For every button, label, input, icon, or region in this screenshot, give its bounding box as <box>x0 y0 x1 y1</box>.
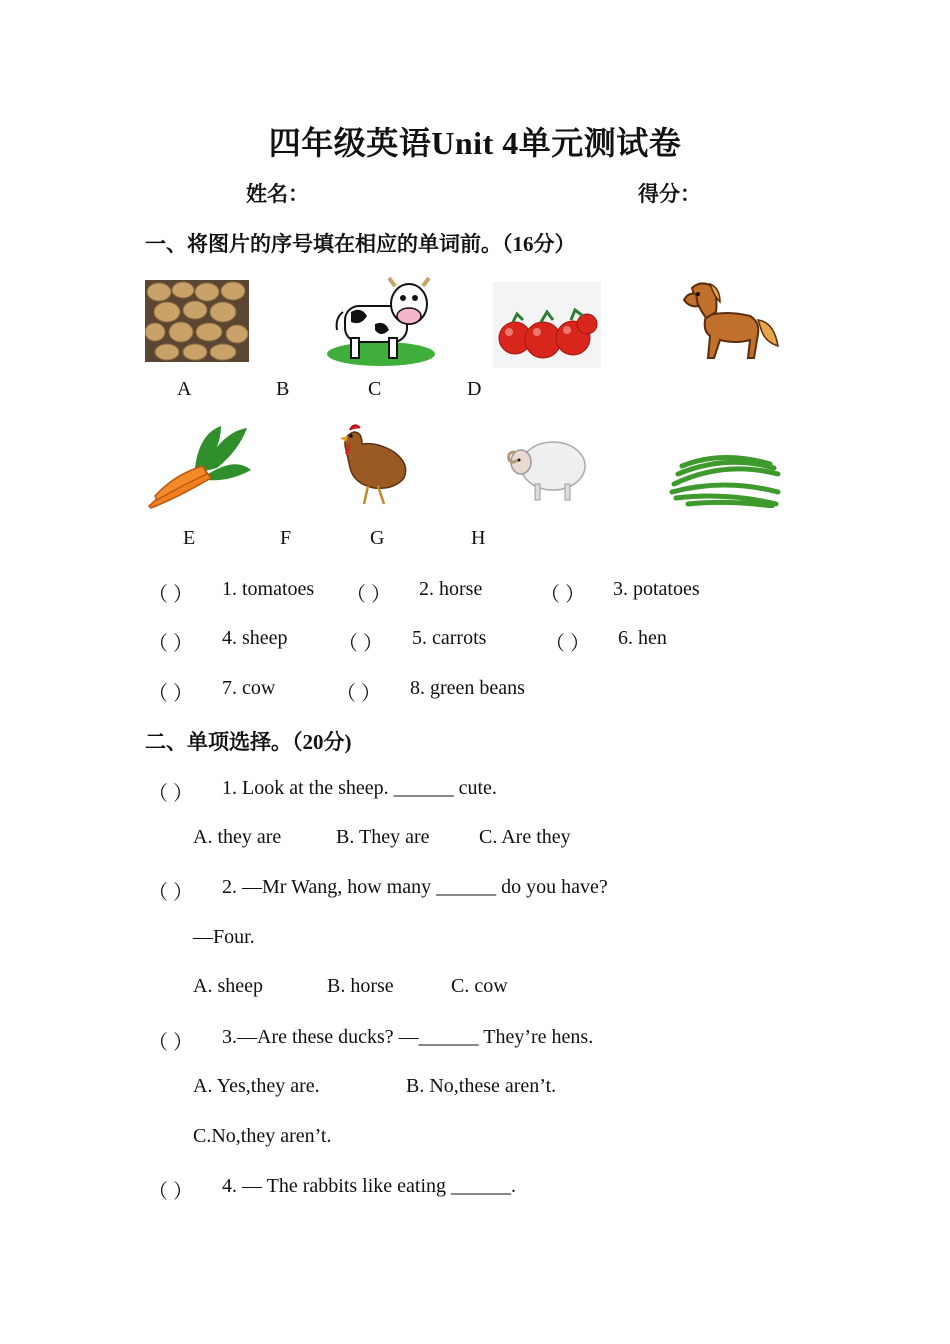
option-c: C. Are they <box>479 826 571 848</box>
score-label: 得分： <box>638 182 701 206</box>
section1-heading: 一、将图片的序号填在相应的单词前。（16分） <box>145 232 576 256</box>
option-c: C.No,they aren’t. <box>193 1125 332 1147</box>
match-item: 1. tomatoes <box>222 578 315 600</box>
answer-paren[interactable]: （ ） <box>540 584 585 606</box>
picture-letter: B <box>276 378 290 400</box>
answer-paren[interactable]: （ ） <box>545 633 590 655</box>
answer-paren[interactable]: （ ） <box>148 1181 193 1203</box>
tomatoes-image <box>493 282 601 368</box>
section2-heading: 二、单项选择。（20分) <box>145 730 352 754</box>
answer-paren[interactable]: （ ） <box>148 1032 193 1054</box>
answer-paren[interactable]: （ ） <box>148 633 193 655</box>
option-a: A. sheep <box>193 975 263 997</box>
answer-paren[interactable]: （ ） <box>346 584 391 606</box>
match-item: 6. hen <box>618 627 667 649</box>
horse-image <box>676 276 784 366</box>
option-a: A. Yes,they are. <box>193 1075 320 1097</box>
answer-paren[interactable]: （ ） <box>148 783 193 805</box>
option-c: C. cow <box>451 975 508 997</box>
picture-letter: C <box>368 378 382 400</box>
answer-paren[interactable]: （ ） <box>148 683 193 705</box>
match-item: 5. carrots <box>412 627 487 649</box>
question-1: 1. Look at the sheep. ______ cute. <box>222 777 497 799</box>
match-item: 4. sheep <box>222 627 288 649</box>
picture-letter: D <box>467 378 482 400</box>
picture-letter: H <box>471 527 486 549</box>
question-4: 4. — The rabbits like eating ______. <box>222 1175 517 1197</box>
option-b: B. No,these aren’t. <box>406 1075 557 1097</box>
match-item: 8. green beans <box>410 677 525 699</box>
picture-letter: G <box>370 527 385 549</box>
sheep-image <box>505 430 589 504</box>
picture-letter: F <box>280 527 292 549</box>
green-beans-image <box>668 444 782 508</box>
cow-image <box>325 272 437 368</box>
option-b: B. They are <box>336 826 430 848</box>
answer-paren[interactable]: （ ） <box>148 584 193 606</box>
question-3: 3.—Are these ducks? —______ They’re hens. <box>222 1026 594 1048</box>
match-item: 7. cow <box>222 677 276 699</box>
question-2-reply: —Four. <box>193 926 255 948</box>
answer-paren[interactable]: （ ） <box>336 683 381 705</box>
page-title: 四年级英语Unit 4单元测试卷 <box>268 125 682 161</box>
option-a: A. they are <box>193 826 282 848</box>
answer-paren[interactable]: （ ） <box>338 633 383 655</box>
match-item: 2. horse <box>419 578 483 600</box>
picture-letter: A <box>177 378 192 400</box>
name-label: 姓名： <box>246 182 309 206</box>
picture-letter: E <box>183 527 196 549</box>
match-item: 3. potatoes <box>613 578 700 600</box>
answer-paren[interactable]: （ ） <box>148 882 193 904</box>
carrots-image <box>145 422 255 512</box>
hen-image <box>330 420 416 508</box>
question-2: 2. —Mr Wang, how many ______ do you have? <box>222 876 608 898</box>
potatoes-image <box>145 280 249 362</box>
option-b: B. horse <box>327 975 394 997</box>
